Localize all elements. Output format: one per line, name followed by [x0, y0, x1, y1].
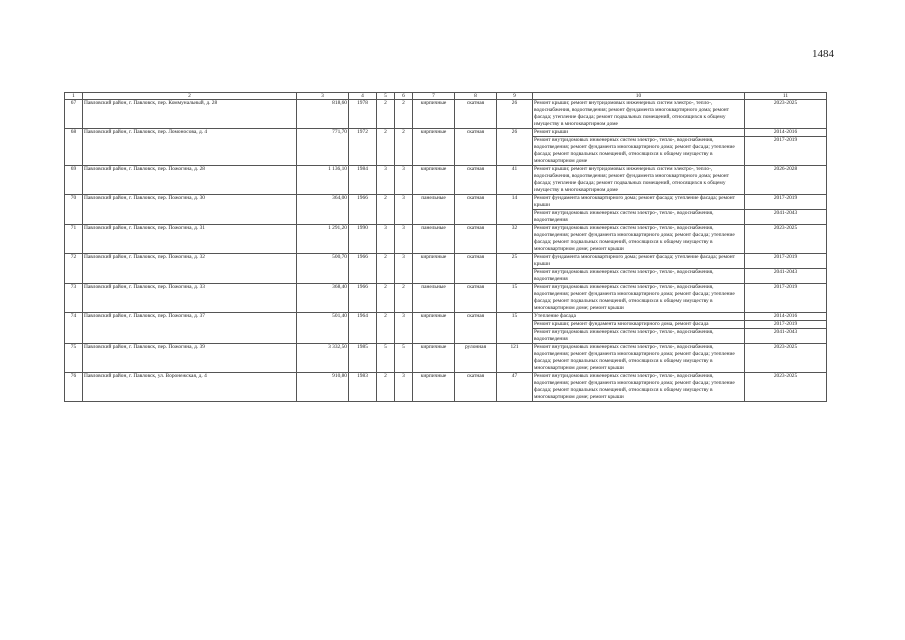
period-cell: 2017-2019: [745, 195, 827, 210]
period-cell: 2026-2028: [745, 166, 827, 195]
column-number: 11: [745, 93, 827, 100]
work-description-cell: Ремонт внутридомовых инженерных систем электро-, тепло-, водоснабжения, водоотведения: [533, 269, 745, 284]
period-cell: 2017-2019: [745, 254, 827, 269]
address-cell: Павловский район, г. Павловск, пер. Пожогина, д. 33: [83, 284, 297, 313]
period-cell: 2023-2025: [745, 344, 827, 373]
page-number: 1484: [812, 48, 834, 60]
work-description-cell: Ремонт фундамента многоквартирного дома; ремонт фасада; утепление фасада; ремонт крыши: [533, 254, 745, 269]
address-cell: Павловский район, г. Павловск, ул. Воронежская, д. 4: [83, 373, 297, 402]
floors-cell: 5: [377, 344, 395, 373]
floors-cell: 2: [377, 373, 395, 402]
year-cell: 1966: [349, 284, 377, 313]
walls-material-cell: панельные: [413, 225, 455, 254]
address-cell: Павловский район, г. Павловск, пер. Пожогина, д. 30: [83, 195, 297, 225]
work-description-cell: Ремонт внутридомовых инженерных систем электро-, тепло-, водоснабжения, водоотведения; ремонт фундамента многоквартирного дома; ремонт фасада; утепление фасада; ремонт подвальных помещений, относящихся к общему имуществу в многоквартирном доме; ремонт крыши: [533, 284, 745, 313]
address-cell: Павловский район, г. Павловск, пер. Ломоносова, д. 4: [83, 129, 297, 166]
period-cell: 2017-2019: [745, 321, 827, 329]
row-number-cell: 75: [65, 344, 83, 373]
column-number: 1: [65, 93, 83, 100]
column-number: 7: [413, 93, 455, 100]
row-number-cell: 71: [65, 225, 83, 254]
row-number-cell: 68: [65, 129, 83, 166]
address-cell: Павловский район, г. Павловск, пер. Пожогина, д. 39: [83, 344, 297, 373]
year-cell: 1985: [349, 344, 377, 373]
residents-cell: 15: [497, 284, 533, 313]
roof-type-cell: скатная: [455, 284, 497, 313]
column-number: 6: [395, 93, 413, 100]
area-cell: 818,60: [297, 100, 349, 129]
roof-type-cell: рулонная: [455, 344, 497, 373]
work-description-cell: Ремонт внутридомовых инженерных систем электро-, тепло-, водоснабжения, водоотведения: [533, 329, 745, 344]
work-description-cell: Ремонт внутридомовых инженерных систем электро-, тепло-, водоснабжения, водоотведения; ремонт фундамента многоквартирного дома; ремонт фасада; утепление фасада; ремонт подвальных помещений, относящихся к общему имуществу в многоквартирном доме; ремонт крыши: [533, 225, 745, 254]
area-cell: 368,40: [297, 284, 349, 313]
column-number: 9: [497, 93, 533, 100]
entrances-cell: 3: [395, 373, 413, 402]
column-number: 2: [83, 93, 297, 100]
table-row: [65, 313, 827, 321]
floors-cell: 2: [377, 129, 395, 166]
area-cell: 771,70: [297, 129, 349, 166]
work-description-cell: Ремонт внутридомовых инженерных систем электро-, тепло-, водоснабжения, водоотведения; ремонт фундамента многоквартирного дома; ремонт фасада; утепление фасада; ремонт подвальных помещений, относящихся к общему имуществу в многоквартирном доме: [533, 137, 745, 166]
area-cell: 501,40: [297, 313, 349, 344]
column-number: 8: [455, 93, 497, 100]
walls-material-cell: панельные: [413, 284, 455, 313]
entrances-cell: 3: [395, 254, 413, 284]
residents-cell: 47: [497, 373, 533, 402]
work-description-cell: Ремонт фундамента многоквартирного дома; ремонт фасада; утепление фасада; ремонт крыши: [533, 195, 745, 210]
walls-material-cell: кирпичные: [413, 373, 455, 402]
table-row: [65, 129, 827, 137]
table-row: [65, 344, 827, 373]
walls-material-cell: панельные: [413, 195, 455, 225]
residents-cell: 41: [497, 166, 533, 195]
residents-cell: 26: [497, 129, 533, 166]
year-cell: 1978: [349, 100, 377, 129]
column-number: 4: [349, 93, 377, 100]
work-description-cell: Ремонт внутридомовых инженерных систем электро-, тепло-, водоснабжения, водоотведения; ремонт фундамента многоквартирного дома; ремонт фасада; утепление фасада; ремонт подвальных помещений, относящихся к общему имуществу в многоквартирном доме; ремонт крыши: [533, 373, 745, 402]
table-row: [65, 254, 827, 269]
work-description-cell: Утепление фасада: [533, 313, 745, 321]
table-row: [65, 100, 827, 129]
address-cell: Павловский район, г. Павловск, пер. Пожогина, д. 37: [83, 313, 297, 344]
table-row: [65, 373, 827, 402]
table-header: [65, 93, 827, 100]
address-cell: Павловский район, г. Павловск, пер. Пожогина, д. 28: [83, 166, 297, 195]
year-cell: 1990: [349, 225, 377, 254]
walls-material-cell: кирпичные: [413, 100, 455, 129]
walls-material-cell: кирпичные: [413, 254, 455, 284]
floors-cell: 2: [377, 195, 395, 225]
area-cell: 1 136,10: [297, 166, 349, 195]
year-cell: 1966: [349, 254, 377, 284]
work-description-cell: Ремонт крыши; ремонт внутридомовых инженерных систем электро-, тепло-, водоснабжения, водоотведения; ремонт фундамента многоквартирного дома; ремонт фасада; утепление фасада; ремонт подвальных помещений, относящихся к общему имуществу в многоквартирном доме: [533, 166, 745, 195]
column-number: 10: [533, 93, 745, 100]
period-cell: 2014-2016: [745, 129, 827, 137]
work-description-cell: Ремонт внутридомовых инженерных систем электро-, тепло-, водоснабжения, водоотведения; ремонт фундамента многоквартирного дома; ремонт фасада; утепление фасада; ремонт подвальных помещений, относящихся к общему имуществу в многоквартирном доме; ремонт крыши: [533, 344, 745, 373]
table-body: [65, 100, 827, 402]
residents-cell: 14: [497, 195, 533, 225]
residents-cell: 26: [497, 100, 533, 129]
residents-cell: 121: [497, 344, 533, 373]
row-number-cell: 70: [65, 195, 83, 225]
period-cell: 2014-2016: [745, 313, 827, 321]
year-cell: 1984: [349, 166, 377, 195]
entrances-cell: 3: [395, 313, 413, 344]
year-cell: 1972: [349, 129, 377, 166]
entrances-cell: 2: [395, 100, 413, 129]
repair-program-table: [64, 92, 827, 402]
work-description-cell: Ремонт крыши: [533, 129, 745, 137]
walls-material-cell: кирпичные: [413, 166, 455, 195]
area-cell: 1 291,20: [297, 225, 349, 254]
area-cell: 3 332,50: [297, 344, 349, 373]
floors-cell: 2: [377, 284, 395, 313]
entrances-cell: 3: [395, 166, 413, 195]
period-cell: 2017-2019: [745, 284, 827, 313]
table-row: [65, 166, 827, 195]
entrances-cell: 2: [395, 284, 413, 313]
row-number-cell: 69: [65, 166, 83, 195]
address-cell: Павловский район, г. Павловск, пер. Пожогина, д. 32: [83, 254, 297, 284]
period-cell: 2023-2025: [745, 100, 827, 129]
floors-cell: 2: [377, 254, 395, 284]
roof-type-cell: скатная: [455, 225, 497, 254]
period-cell: 2041-2043: [745, 269, 827, 284]
row-number-cell: 67: [65, 100, 83, 129]
address-cell: Павловский район, г. Павловск, пер. Пожогина, д. 31: [83, 225, 297, 254]
period-cell: 2041-2043: [745, 329, 827, 344]
row-number-cell: 74: [65, 313, 83, 344]
area-cell: 910,80: [297, 373, 349, 402]
year-cell: 1964: [349, 313, 377, 344]
walls-material-cell: кирпичные: [413, 129, 455, 166]
roof-type-cell: скатная: [455, 313, 497, 344]
entrances-cell: 2: [395, 129, 413, 166]
period-cell: 2041-2043: [745, 210, 827, 225]
table-row: [65, 225, 827, 254]
work-description-cell: Ремонт крыши; ремонт фундамента многоквартирного дома, ремонт фасада: [533, 321, 745, 329]
residents-cell: 15: [497, 313, 533, 344]
row-number-cell: 73: [65, 284, 83, 313]
residents-cell: 32: [497, 225, 533, 254]
entrances-cell: 5: [395, 344, 413, 373]
address-cell: Павловский район, г. Павловск, пер. Коммунальный, д. 28: [83, 100, 297, 129]
table-row: [65, 284, 827, 313]
area-cell: 500,70: [297, 254, 349, 284]
year-cell: 1983: [349, 373, 377, 402]
floors-cell: 3: [377, 225, 395, 254]
roof-type-cell: скатная: [455, 129, 497, 166]
roof-type-cell: скатная: [455, 195, 497, 225]
year-cell: 1966: [349, 195, 377, 225]
work-description-cell: Ремонт внутридомовых инженерных систем электро-, тепло-, водоснабжения, водоотведения: [533, 210, 745, 225]
roof-type-cell: скатная: [455, 100, 497, 129]
period-cell: 2023-2025: [745, 225, 827, 254]
floors-cell: 2: [377, 313, 395, 344]
entrances-cell: 3: [395, 225, 413, 254]
column-number-row: [65, 93, 827, 100]
roof-type-cell: скатная: [455, 373, 497, 402]
period-cell: 2023-2025: [745, 373, 827, 402]
area-cell: 364,00: [297, 195, 349, 225]
row-number-cell: 76: [65, 373, 83, 402]
floors-cell: 3: [377, 166, 395, 195]
column-number: 3: [297, 93, 349, 100]
roof-type-cell: скатная: [455, 166, 497, 195]
row-number-cell: 72: [65, 254, 83, 284]
floors-cell: 2: [377, 100, 395, 129]
column-number: 5: [377, 93, 395, 100]
roof-type-cell: скатная: [455, 254, 497, 284]
work-description-cell: Ремонт крыши; ремонт внутридомовых инженерных систем электро-, тепло-, водоснабжения, водоотведения; ремонт фундамента многоквартирного дома; ремонт фасада; утепление фасада; ремонт подвальных помещений, относящихся к общему имуществу в многоквартирном доме: [533, 100, 745, 129]
table-row: [65, 195, 827, 210]
entrances-cell: 3: [395, 195, 413, 225]
walls-material-cell: кирпичные: [413, 344, 455, 373]
period-cell: 2017-2019: [745, 137, 827, 166]
walls-material-cell: кирпичные: [413, 313, 455, 344]
residents-cell: 25: [497, 254, 533, 284]
